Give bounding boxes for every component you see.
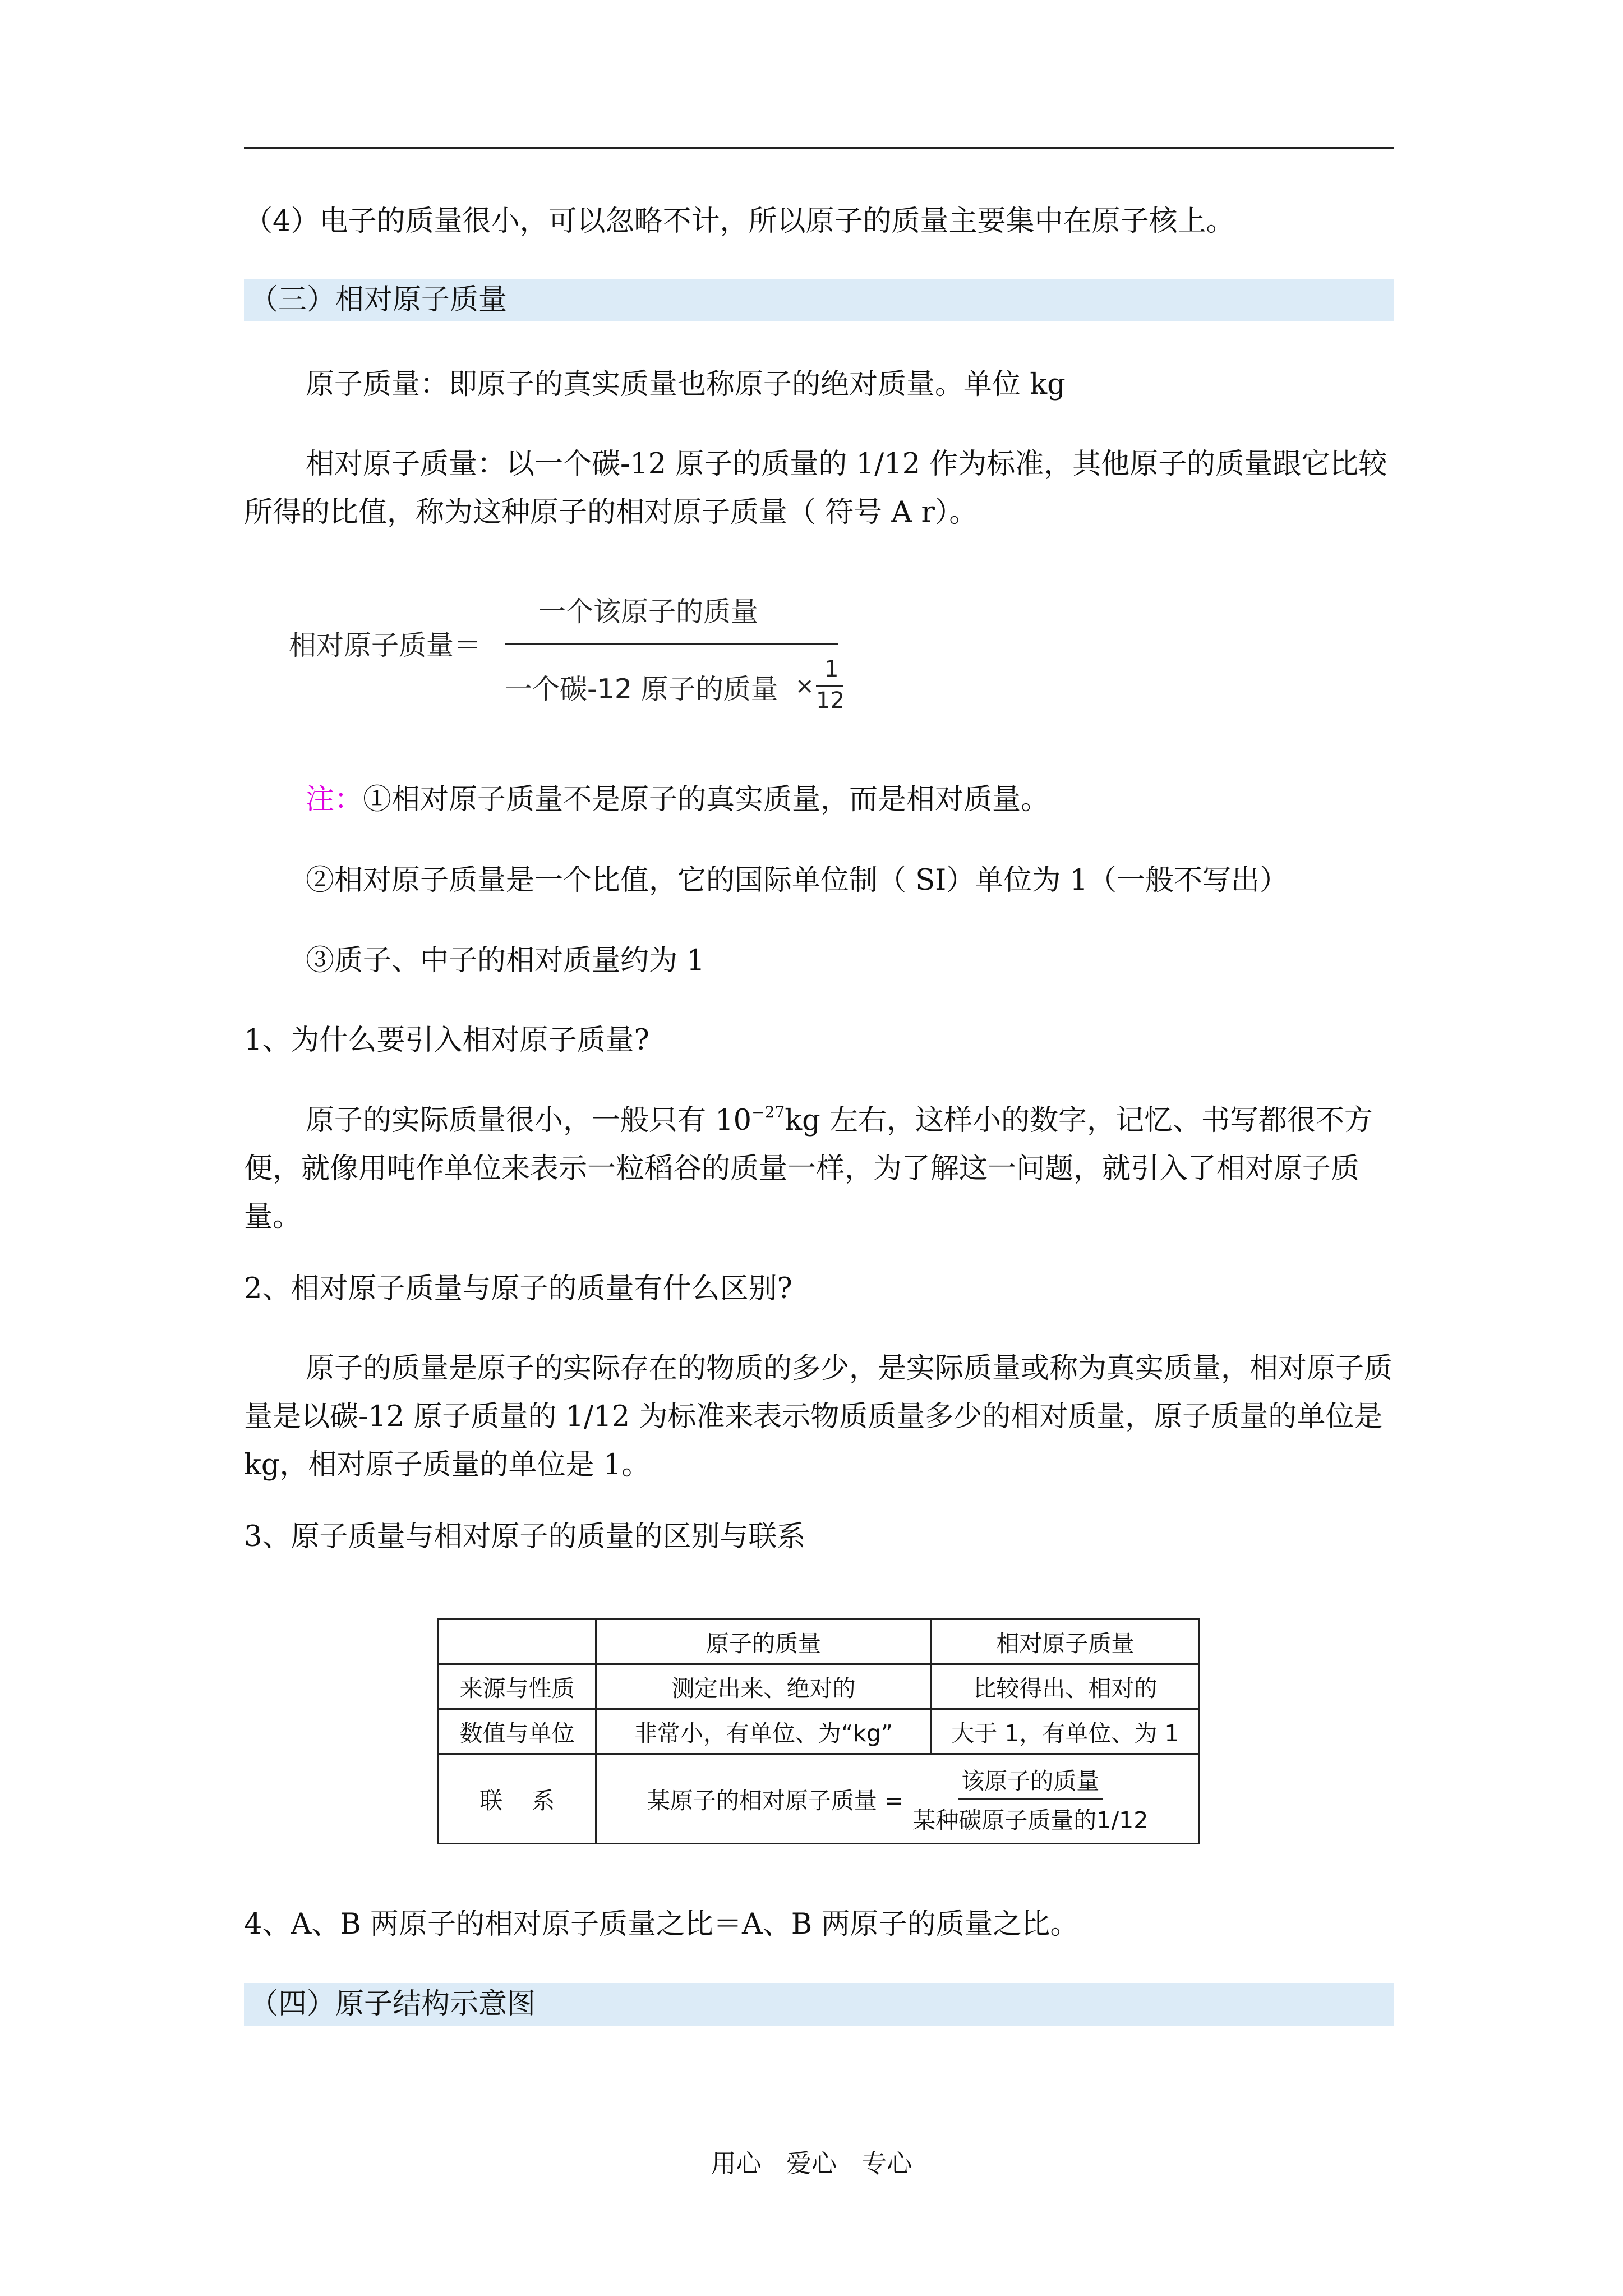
header-rule [244,147,1394,149]
formula-times: × [795,673,814,699]
atom-mass-definition: 原子质量：即原子的真实质量也称原子的绝对质量。单位 kg [306,368,1066,401]
table-cell: 大于 1，有单位、为 1 [931,1709,1199,1754]
table-row [439,1664,1200,1709]
table-cell: 测定出来、绝对的 [596,1664,931,1709]
relation-fraction [912,1763,1148,1835]
relation-lhs: 某原子的相对原子质量 = [647,1787,904,1814]
note-2: ②相对原子质量是一个比值，它的国际单位制（ SI）单位为 1（一般不写出） [306,864,1288,897]
section-3-title: （三）相对原子质量 [250,283,508,316]
formula-small-bar [816,685,843,687]
table-header-cell: 原子的质量 [596,1619,931,1664]
note-1-text: ①相对原子质量不是原子的真实质量，而是相对质量。 [363,783,1050,816]
table-header-cell: 相对原子质量 [931,1619,1199,1664]
point-4: （4）电子的质量很小，可以忽略不计，所以原子的质量主要集中在原子核上。 [244,205,1235,238]
comparison-table [437,1618,1200,1844]
page-footer: 用心 爱心 专心 [711,2148,912,2178]
section-4-title: （四）原子结构示意图 [250,1987,536,2021]
answer-2: 原子的质量是原子的实际存在的物质的多少，是实际质量或称为真实质量，相对原子质量是以碳-12 原子质量的 1/12 为标准来表示物质质量多少的相对质量，原子质量的单位是 kg，相对原子质量的单位是 1。 [244,1352,1393,1481]
section-4-heading [244,1983,1394,2026]
answer-1-pre: 原子的实际质量很小，一般只有 10 [306,1104,752,1137]
question-1: 1、为什么要引入相对原子质量? [244,1024,649,1057]
formula-numerator: 一个该原子的质量 [538,596,759,628]
formula-one: 1 [824,656,839,682]
question-2: 2、相对原子质量与原子的质量有什么区别? [244,1272,792,1305]
table-header-row [439,1619,1200,1664]
table-cell: 联 系 [439,1754,596,1844]
relation-numerator: 该原子的质量 [958,1763,1103,1800]
table-relation-cell [596,1754,1200,1844]
table-cell: 来源与性质 [439,1664,596,1709]
relation-formula [647,1763,1148,1835]
section-3-heading [244,279,1394,321]
table-row [439,1709,1200,1754]
table-header-cell [439,1619,596,1664]
table-cell: 非常小，有单位、为“kg” [596,1709,931,1754]
formula-twelve: 12 [816,688,845,714]
answer-1 [244,1097,1394,1241]
formula-fraction-bar [505,643,838,645]
answer-1-post: kg 左右，这样小的数字，记忆、书写都很不方便，就像用吨作单位来表示一粒稻谷的质量一样，为了解这一问题，就引入了相对原子质量。 [244,1104,1373,1234]
table-row [439,1754,1200,1844]
note-label: 注： [306,783,363,816]
note-1 [306,776,1049,824]
point-4b: 4、A、B 两原子的相对原子质量之比＝A、B 两原子的质量之比。 [244,1908,1079,1941]
formula-lhs: 相对原子质量＝ [289,629,482,661]
formula-denominator: 一个碳-12 原子的质量 [505,673,778,705]
relative-mass-formula [289,578,855,724]
relation-denominator: 某种碳原子质量的1/12 [912,1807,1149,1834]
note-3: ③质子、中子的相对质量约为 1 [306,944,705,977]
question-3: 3、原子质量与相对原子的质量的区别与联系 [244,1520,806,1553]
relative-mass-definition: 相对原子质量：以一个碳-12 原子的质量的 1/12 作为标准，其他原子的质量跟它比较所得的比值，称为这种原子的相对原子质量（ 符号 A r）。 [244,448,1387,529]
answer-1-exponent: −27 [751,1103,785,1121]
table-cell: 数值与单位 [439,1709,596,1754]
table-cell: 比较得出、相对的 [931,1664,1199,1709]
